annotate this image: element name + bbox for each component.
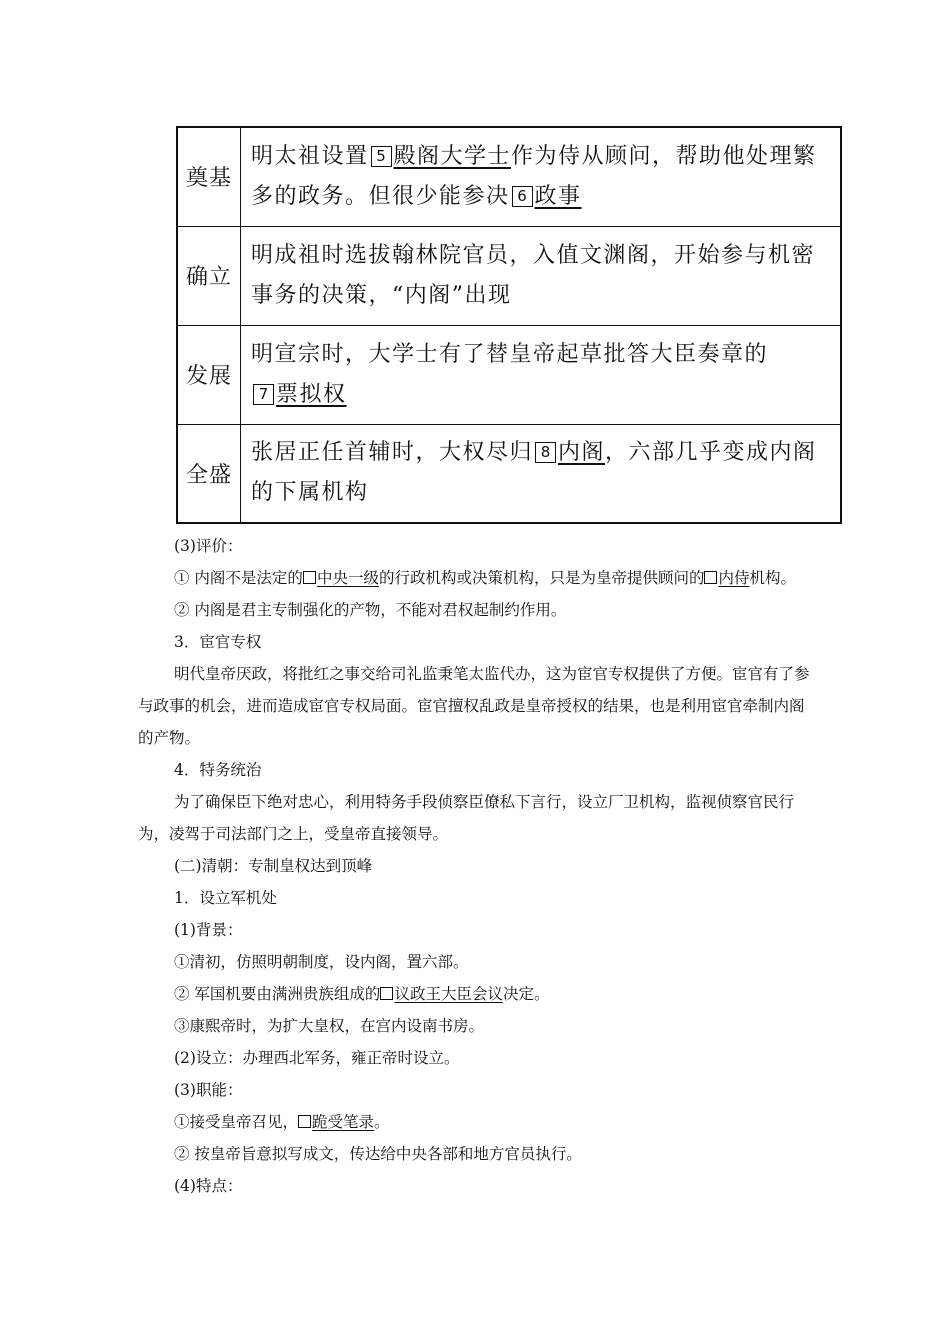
stage-text: 明宣宗时，大学士有了替皇帝起草批答大臣奏章的 <box>251 341 769 367</box>
stage-content <box>241 424 842 523</box>
stage-label: 奠基 <box>177 127 241 226</box>
stage-content: 明成祖时选拔翰林院官员，入值文渊阁，开始参与机密事务的决策，“内阁”出现 <box>241 226 842 325</box>
answer-text: 议政王大臣会议 <box>394 985 503 1003</box>
text: ①接受皇帝召见， <box>174 1113 299 1131</box>
blank-number-box: 6 <box>512 186 533 207</box>
text: ② 军国机要由满洲贵族组成的 <box>174 985 381 1003</box>
blank-box-icon <box>704 571 717 584</box>
blank-number-box: 5 <box>371 146 392 167</box>
stage-text: ，六部几乎变成内阁的下属机构 <box>251 440 817 506</box>
stage-label: 发展 <box>177 325 241 424</box>
stage-text: 张居正任首辅时，大权尽归 <box>251 440 534 466</box>
stage-content <box>241 127 842 226</box>
stage-text: 作为侍从顾问，帮助他处理繁多的政务。但很少能参决 <box>251 143 817 209</box>
table-row <box>177 325 841 424</box>
paragraph: ② 内阁是君主专制强化的产物，不能对君权起制约作用。 <box>174 601 567 619</box>
answer-text: 殿阁大学士 <box>393 143 512 169</box>
paragraph <box>138 978 814 1010</box>
paragraph: ② 按皇帝旨意拟写成文，传达给中央各部和地方官员执行。 <box>174 1145 582 1163</box>
paragraph: (2)设立：办理西北军务，雍正帝时设立。 <box>174 1049 460 1067</box>
blank-box-icon <box>303 571 316 584</box>
paragraph: ①清初，仿照明朝制度，设内阁，置六部。 <box>174 953 469 971</box>
text: 的行政机构或决策机构，只是为皇帝提供顾问的 <box>378 569 705 587</box>
text: ① 内阁不是法定的 <box>174 569 303 587</box>
section-heading: 1．设立军机处 <box>174 889 277 907</box>
section-heading: (4)特点： <box>174 1177 243 1195</box>
answer-text: 政事 <box>534 183 582 209</box>
text: 决定。 <box>502 985 550 1003</box>
section-heading: (3)职能： <box>174 1081 243 1099</box>
text: 。 <box>374 1113 390 1131</box>
body-text <box>138 530 814 1202</box>
blank-box-icon <box>380 987 393 1000</box>
stage-label: 确立 <box>177 226 241 325</box>
paragraph <box>138 1106 814 1138</box>
table-row <box>177 226 841 325</box>
stage-text: 明太祖设置 <box>251 143 369 169</box>
section-heading: (3)评价： <box>174 537 243 555</box>
table-row <box>177 127 841 226</box>
answer-text: 中央一级 <box>316 569 379 587</box>
answer-text: 内侍 <box>718 569 750 587</box>
stage-content <box>241 325 842 424</box>
paragraph <box>138 562 814 594</box>
paragraph: ③康熙帝时，为扩大皇权，在宫内设南书房。 <box>174 1017 485 1035</box>
blank-box-icon <box>298 1115 311 1128</box>
paragraph: 为了确保臣下绝对忠心，利用特务手段侦察臣僚私下言行，设立厂卫机构，监视侦察官民行为，凌驾于司法部门之上，受皇帝直接领导。 <box>138 793 795 843</box>
section-heading: 3．宦官专权 <box>174 633 262 651</box>
answer-text: 内阁 <box>558 440 606 466</box>
table-row <box>177 424 841 523</box>
paragraph: 明代皇帝厌政，将批红之事交给司礼监秉笔太监代办，这为宦官专权提供了方便。宦官有了参与政事的机会，进而造成宦官专权局面。宦官擅权乱政是皇帝授权的结果，也是利用宦官牵制内阁的产物。 <box>138 665 810 747</box>
answer-text: 跪受笔录 <box>312 1113 375 1131</box>
text: 机构。 <box>749 569 796 587</box>
blank-number-box: 8 <box>535 442 556 463</box>
cabinet-stages-table <box>176 126 842 524</box>
stage-label: 全盛 <box>177 424 241 523</box>
section-heading: 4．特务统治 <box>174 761 262 779</box>
answer-text: 票拟权 <box>276 381 347 407</box>
blank-number-box: 7 <box>253 384 274 405</box>
section-heading: (1)背景： <box>174 921 243 939</box>
section-heading: (二)清朝：专制皇权达到顶峰 <box>174 857 373 875</box>
